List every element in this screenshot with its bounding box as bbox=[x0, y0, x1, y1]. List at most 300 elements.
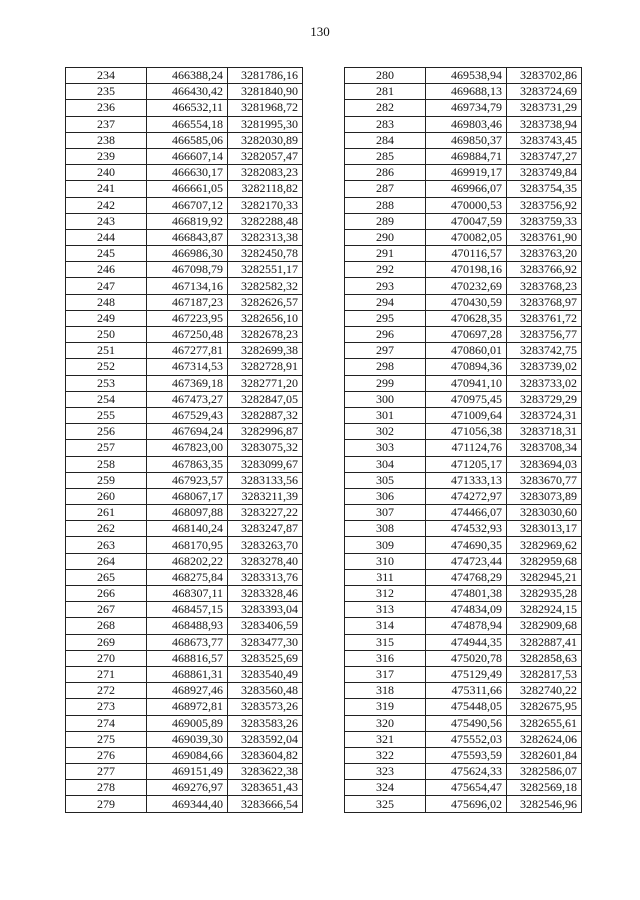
table-row bbox=[66, 213, 303, 229]
x-coordinate-cell: 470628,35 bbox=[426, 310, 507, 326]
table-row bbox=[345, 521, 582, 537]
table-row bbox=[66, 650, 303, 666]
y-coordinate-cell: 3282288,48 bbox=[228, 213, 303, 229]
y-coordinate-cell: 3283313,76 bbox=[228, 569, 303, 585]
x-coordinate-cell: 471056,38 bbox=[426, 424, 507, 440]
x-coordinate-cell: 470975,45 bbox=[426, 391, 507, 407]
point-number-cell: 310 bbox=[345, 553, 426, 569]
y-coordinate-cell: 3283227,22 bbox=[228, 505, 303, 521]
y-coordinate-cell: 3283743,45 bbox=[507, 132, 582, 148]
x-coordinate-cell: 466430,42 bbox=[147, 84, 228, 100]
y-coordinate-cell: 3283756,77 bbox=[507, 327, 582, 343]
x-coordinate-cell: 466819,92 bbox=[147, 213, 228, 229]
x-coordinate-cell: 469966,07 bbox=[426, 181, 507, 197]
y-coordinate-cell: 3283013,17 bbox=[507, 521, 582, 537]
y-coordinate-cell: 3283754,35 bbox=[507, 181, 582, 197]
x-coordinate-cell: 474834,09 bbox=[426, 602, 507, 618]
table-row bbox=[66, 310, 303, 326]
point-number-cell: 282 bbox=[345, 100, 426, 116]
point-number-cell: 295 bbox=[345, 310, 426, 326]
table-row bbox=[66, 343, 303, 359]
point-number-cell: 238 bbox=[66, 132, 147, 148]
x-coordinate-cell: 466707,12 bbox=[147, 197, 228, 213]
x-coordinate-cell: 467250,48 bbox=[147, 327, 228, 343]
x-coordinate-cell: 475129,49 bbox=[426, 666, 507, 682]
point-number-cell: 301 bbox=[345, 407, 426, 423]
table-row bbox=[345, 683, 582, 699]
table-row bbox=[66, 229, 303, 245]
x-coordinate-cell: 470430,59 bbox=[426, 294, 507, 310]
point-number-cell: 280 bbox=[345, 68, 426, 84]
y-coordinate-cell: 3283133,56 bbox=[228, 472, 303, 488]
x-coordinate-cell: 467529,43 bbox=[147, 407, 228, 423]
y-coordinate-cell: 3283393,04 bbox=[228, 602, 303, 618]
table-row bbox=[345, 278, 582, 294]
table-row bbox=[66, 569, 303, 585]
x-coordinate-cell: 471333,13 bbox=[426, 472, 507, 488]
y-coordinate-cell: 3283724,69 bbox=[507, 84, 582, 100]
table-row bbox=[345, 391, 582, 407]
point-number-cell: 311 bbox=[345, 569, 426, 585]
y-coordinate-cell: 3282887,41 bbox=[507, 634, 582, 650]
table-row bbox=[345, 246, 582, 262]
y-coordinate-cell: 3282817,53 bbox=[507, 666, 582, 682]
table-row bbox=[345, 715, 582, 731]
x-coordinate-cell: 470697,28 bbox=[426, 327, 507, 343]
point-number-cell: 313 bbox=[345, 602, 426, 618]
point-number-cell: 239 bbox=[66, 148, 147, 164]
x-coordinate-cell: 469005,89 bbox=[147, 715, 228, 731]
table-row bbox=[66, 764, 303, 780]
y-coordinate-cell: 3283768,97 bbox=[507, 294, 582, 310]
x-coordinate-cell: 467314,53 bbox=[147, 359, 228, 375]
table-row bbox=[66, 699, 303, 715]
table-row bbox=[345, 213, 582, 229]
x-coordinate-cell: 469538,94 bbox=[426, 68, 507, 84]
table-row bbox=[66, 246, 303, 262]
x-coordinate-cell: 474466,07 bbox=[426, 505, 507, 521]
x-coordinate-cell: 474532,93 bbox=[426, 521, 507, 537]
x-coordinate-cell: 466532,11 bbox=[147, 100, 228, 116]
y-coordinate-cell: 3283328,46 bbox=[228, 586, 303, 602]
point-number-cell: 312 bbox=[345, 586, 426, 602]
table-row bbox=[66, 780, 303, 796]
x-coordinate-cell: 475448,05 bbox=[426, 699, 507, 715]
y-coordinate-cell: 3282626,57 bbox=[228, 294, 303, 310]
x-coordinate-cell: 469084,66 bbox=[147, 747, 228, 763]
y-coordinate-cell: 3282586,07 bbox=[507, 764, 582, 780]
table-row bbox=[66, 602, 303, 618]
x-coordinate-cell: 466630,17 bbox=[147, 165, 228, 181]
x-coordinate-cell: 469919,17 bbox=[426, 165, 507, 181]
y-coordinate-cell: 3282740,22 bbox=[507, 683, 582, 699]
table-row bbox=[66, 715, 303, 731]
point-number-cell: 250 bbox=[66, 327, 147, 343]
table-row bbox=[66, 68, 303, 84]
point-number-cell: 251 bbox=[66, 343, 147, 359]
point-number-cell: 253 bbox=[66, 375, 147, 391]
point-number-cell: 306 bbox=[345, 488, 426, 504]
x-coordinate-cell: 467277,81 bbox=[147, 343, 228, 359]
table-row bbox=[66, 148, 303, 164]
point-number-cell: 323 bbox=[345, 764, 426, 780]
table-row bbox=[345, 456, 582, 472]
point-number-cell: 324 bbox=[345, 780, 426, 796]
y-coordinate-cell: 3282699,38 bbox=[228, 343, 303, 359]
point-number-cell: 244 bbox=[66, 229, 147, 245]
y-coordinate-cell: 3282959,68 bbox=[507, 553, 582, 569]
table-row bbox=[345, 569, 582, 585]
table-row bbox=[66, 666, 303, 682]
table-row bbox=[345, 505, 582, 521]
x-coordinate-cell: 470082,05 bbox=[426, 229, 507, 245]
y-coordinate-cell: 3283670,77 bbox=[507, 472, 582, 488]
x-coordinate-cell: 466607,14 bbox=[147, 148, 228, 164]
table-row bbox=[66, 359, 303, 375]
y-coordinate-cell: 3283759,33 bbox=[507, 213, 582, 229]
point-number-cell: 255 bbox=[66, 407, 147, 423]
y-coordinate-cell: 3282996,87 bbox=[228, 424, 303, 440]
x-coordinate-cell: 471124,76 bbox=[426, 440, 507, 456]
table-row bbox=[66, 618, 303, 634]
point-number-cell: 237 bbox=[66, 116, 147, 132]
y-coordinate-cell: 3282057,47 bbox=[228, 148, 303, 164]
x-coordinate-cell: 470000,53 bbox=[426, 197, 507, 213]
x-coordinate-cell: 474878,94 bbox=[426, 618, 507, 634]
x-coordinate-cell: 466986,30 bbox=[147, 246, 228, 262]
x-coordinate-cell: 467863,35 bbox=[147, 456, 228, 472]
x-coordinate-cell: 468861,31 bbox=[147, 666, 228, 682]
x-coordinate-cell: 468202,22 bbox=[147, 553, 228, 569]
point-number-cell: 284 bbox=[345, 132, 426, 148]
y-coordinate-cell: 3283477,30 bbox=[228, 634, 303, 650]
point-number-cell: 287 bbox=[345, 181, 426, 197]
y-coordinate-cell: 3283583,26 bbox=[228, 715, 303, 731]
y-coordinate-cell: 3282847,05 bbox=[228, 391, 303, 407]
table-row bbox=[66, 424, 303, 440]
table-row bbox=[345, 197, 582, 213]
x-coordinate-cell: 475311,66 bbox=[426, 683, 507, 699]
table-row bbox=[345, 294, 582, 310]
x-coordinate-cell: 468067,17 bbox=[147, 488, 228, 504]
table-row bbox=[66, 181, 303, 197]
y-coordinate-cell: 3281995,30 bbox=[228, 116, 303, 132]
y-coordinate-cell: 3283708,34 bbox=[507, 440, 582, 456]
x-coordinate-cell: 469734,79 bbox=[426, 100, 507, 116]
point-number-cell: 266 bbox=[66, 586, 147, 602]
table-row bbox=[345, 327, 582, 343]
y-coordinate-cell: 3282624,06 bbox=[507, 731, 582, 747]
x-coordinate-cell: 469276,97 bbox=[147, 780, 228, 796]
x-coordinate-cell: 471205,17 bbox=[426, 456, 507, 472]
table-row bbox=[345, 602, 582, 618]
table-row bbox=[345, 84, 582, 100]
x-coordinate-cell: 469803,46 bbox=[426, 116, 507, 132]
table-row bbox=[66, 165, 303, 181]
y-coordinate-cell: 3282582,32 bbox=[228, 278, 303, 294]
y-coordinate-cell: 3283768,23 bbox=[507, 278, 582, 294]
x-coordinate-cell: 470860,01 bbox=[426, 343, 507, 359]
table-row bbox=[345, 343, 582, 359]
y-coordinate-cell: 3282656,10 bbox=[228, 310, 303, 326]
x-coordinate-cell: 467369,18 bbox=[147, 375, 228, 391]
point-number-cell: 291 bbox=[345, 246, 426, 262]
point-number-cell: 288 bbox=[345, 197, 426, 213]
x-coordinate-cell: 468673,77 bbox=[147, 634, 228, 650]
table-row bbox=[345, 407, 582, 423]
table-row bbox=[345, 148, 582, 164]
x-coordinate-cell: 467187,23 bbox=[147, 294, 228, 310]
x-coordinate-cell: 466585,06 bbox=[147, 132, 228, 148]
point-number-cell: 256 bbox=[66, 424, 147, 440]
y-coordinate-cell: 3283761,72 bbox=[507, 310, 582, 326]
point-number-cell: 325 bbox=[345, 796, 426, 812]
table-row bbox=[66, 132, 303, 148]
table-row bbox=[66, 262, 303, 278]
y-coordinate-cell: 3283694,03 bbox=[507, 456, 582, 472]
x-coordinate-cell: 467473,27 bbox=[147, 391, 228, 407]
point-number-cell: 286 bbox=[345, 165, 426, 181]
x-coordinate-cell: 469884,71 bbox=[426, 148, 507, 164]
point-number-cell: 279 bbox=[66, 796, 147, 812]
point-number-cell: 322 bbox=[345, 747, 426, 763]
table-row bbox=[345, 537, 582, 553]
table-row bbox=[66, 683, 303, 699]
y-coordinate-cell: 3283622,38 bbox=[228, 764, 303, 780]
point-number-cell: 249 bbox=[66, 310, 147, 326]
y-coordinate-cell: 3282678,23 bbox=[228, 327, 303, 343]
table-row bbox=[345, 586, 582, 602]
y-coordinate-cell: 3283560,48 bbox=[228, 683, 303, 699]
y-coordinate-cell: 3282858,63 bbox=[507, 650, 582, 666]
y-coordinate-cell: 3283702,86 bbox=[507, 68, 582, 84]
table-row bbox=[345, 553, 582, 569]
point-number-cell: 305 bbox=[345, 472, 426, 488]
point-number-cell: 264 bbox=[66, 553, 147, 569]
point-number-cell: 297 bbox=[345, 343, 426, 359]
table-row bbox=[66, 100, 303, 116]
table-row bbox=[345, 262, 582, 278]
y-coordinate-cell: 3283738,94 bbox=[507, 116, 582, 132]
point-number-cell: 303 bbox=[345, 440, 426, 456]
table-row bbox=[345, 650, 582, 666]
x-coordinate-cell: 475624,33 bbox=[426, 764, 507, 780]
table-row bbox=[345, 310, 582, 326]
point-number-cell: 298 bbox=[345, 359, 426, 375]
point-number-cell: 259 bbox=[66, 472, 147, 488]
table-row bbox=[66, 521, 303, 537]
y-coordinate-cell: 3283761,90 bbox=[507, 229, 582, 245]
point-number-cell: 243 bbox=[66, 213, 147, 229]
table-row bbox=[66, 472, 303, 488]
point-number-cell: 274 bbox=[66, 715, 147, 731]
y-coordinate-cell: 3282945,21 bbox=[507, 569, 582, 585]
point-number-cell: 318 bbox=[345, 683, 426, 699]
x-coordinate-cell: 467098,79 bbox=[147, 262, 228, 278]
y-coordinate-cell: 3283733,02 bbox=[507, 375, 582, 391]
point-number-cell: 276 bbox=[66, 747, 147, 763]
table-row bbox=[66, 197, 303, 213]
x-coordinate-cell: 468307,11 bbox=[147, 586, 228, 602]
x-coordinate-cell: 466388,24 bbox=[147, 68, 228, 84]
point-number-cell: 277 bbox=[66, 764, 147, 780]
x-coordinate-cell: 470894,36 bbox=[426, 359, 507, 375]
y-coordinate-cell: 3283406,59 bbox=[228, 618, 303, 634]
point-number-cell: 240 bbox=[66, 165, 147, 181]
point-number-cell: 294 bbox=[345, 294, 426, 310]
y-coordinate-cell: 3282728,91 bbox=[228, 359, 303, 375]
point-number-cell: 302 bbox=[345, 424, 426, 440]
x-coordinate-cell: 470198,16 bbox=[426, 262, 507, 278]
x-coordinate-cell: 467923,57 bbox=[147, 472, 228, 488]
table-row bbox=[66, 537, 303, 553]
point-number-cell: 272 bbox=[66, 683, 147, 699]
point-number-cell: 320 bbox=[345, 715, 426, 731]
y-coordinate-cell: 3281968,72 bbox=[228, 100, 303, 116]
table-row bbox=[345, 181, 582, 197]
table-row bbox=[345, 424, 582, 440]
y-coordinate-cell: 3283742,75 bbox=[507, 343, 582, 359]
table-row bbox=[345, 68, 582, 84]
x-coordinate-cell: 474690,35 bbox=[426, 537, 507, 553]
y-coordinate-cell: 3283073,89 bbox=[507, 488, 582, 504]
table-row bbox=[345, 359, 582, 375]
point-number-cell: 278 bbox=[66, 780, 147, 796]
y-coordinate-cell: 3283211,39 bbox=[228, 488, 303, 504]
x-coordinate-cell: 466554,18 bbox=[147, 116, 228, 132]
y-coordinate-cell: 3283030,60 bbox=[507, 505, 582, 521]
y-coordinate-cell: 3282083,23 bbox=[228, 165, 303, 181]
table-row bbox=[66, 440, 303, 456]
table-row bbox=[345, 618, 582, 634]
y-coordinate-cell: 3282313,38 bbox=[228, 229, 303, 245]
point-number-cell: 236 bbox=[66, 100, 147, 116]
point-number-cell: 304 bbox=[345, 456, 426, 472]
point-number-cell: 319 bbox=[345, 699, 426, 715]
y-coordinate-cell: 3282546,96 bbox=[507, 796, 582, 812]
y-coordinate-cell: 3282935,28 bbox=[507, 586, 582, 602]
x-coordinate-cell: 469151,49 bbox=[147, 764, 228, 780]
coordinates-table-left bbox=[65, 67, 303, 813]
x-coordinate-cell: 470116,57 bbox=[426, 246, 507, 262]
point-number-cell: 242 bbox=[66, 197, 147, 213]
point-number-cell: 300 bbox=[345, 391, 426, 407]
table-row bbox=[66, 375, 303, 391]
y-coordinate-cell: 3282601,84 bbox=[507, 747, 582, 763]
table-row bbox=[66, 731, 303, 747]
y-coordinate-cell: 3283766,92 bbox=[507, 262, 582, 278]
point-number-cell: 316 bbox=[345, 650, 426, 666]
y-coordinate-cell: 3282771,20 bbox=[228, 375, 303, 391]
point-number-cell: 252 bbox=[66, 359, 147, 375]
x-coordinate-cell: 468927,46 bbox=[147, 683, 228, 699]
y-coordinate-cell: 3281840,90 bbox=[228, 84, 303, 100]
point-number-cell: 314 bbox=[345, 618, 426, 634]
table-row bbox=[66, 586, 303, 602]
x-coordinate-cell: 467223,95 bbox=[147, 310, 228, 326]
x-coordinate-cell: 475696,02 bbox=[426, 796, 507, 812]
y-coordinate-cell: 3282887,32 bbox=[228, 407, 303, 423]
y-coordinate-cell: 3283731,29 bbox=[507, 100, 582, 116]
point-number-cell: 258 bbox=[66, 456, 147, 472]
point-number-cell: 315 bbox=[345, 634, 426, 650]
y-coordinate-cell: 3282969,62 bbox=[507, 537, 582, 553]
y-coordinate-cell: 3282450,78 bbox=[228, 246, 303, 262]
y-coordinate-cell: 3283729,29 bbox=[507, 391, 582, 407]
x-coordinate-cell: 469850,37 bbox=[426, 132, 507, 148]
y-coordinate-cell: 3282655,61 bbox=[507, 715, 582, 731]
table-row bbox=[345, 780, 582, 796]
x-coordinate-cell: 466843,87 bbox=[147, 229, 228, 245]
y-coordinate-cell: 3283739,02 bbox=[507, 359, 582, 375]
y-coordinate-cell: 3283573,26 bbox=[228, 699, 303, 715]
point-number-cell: 271 bbox=[66, 666, 147, 682]
point-number-cell: 262 bbox=[66, 521, 147, 537]
y-coordinate-cell: 3282675,95 bbox=[507, 699, 582, 715]
table-row bbox=[66, 553, 303, 569]
y-coordinate-cell: 3282118,82 bbox=[228, 181, 303, 197]
point-number-cell: 257 bbox=[66, 440, 147, 456]
x-coordinate-cell: 475020,78 bbox=[426, 650, 507, 666]
x-coordinate-cell: 468488,93 bbox=[147, 618, 228, 634]
x-coordinate-cell: 468457,15 bbox=[147, 602, 228, 618]
table-row bbox=[66, 634, 303, 650]
table-row bbox=[66, 488, 303, 504]
x-coordinate-cell: 469344,40 bbox=[147, 796, 228, 812]
point-number-cell: 248 bbox=[66, 294, 147, 310]
table-row bbox=[66, 327, 303, 343]
y-coordinate-cell: 3283278,40 bbox=[228, 553, 303, 569]
y-coordinate-cell: 3283263,70 bbox=[228, 537, 303, 553]
x-coordinate-cell: 468140,24 bbox=[147, 521, 228, 537]
y-coordinate-cell: 3282924,15 bbox=[507, 602, 582, 618]
table-row bbox=[345, 699, 582, 715]
y-coordinate-cell: 3282551,17 bbox=[228, 262, 303, 278]
point-number-cell: 270 bbox=[66, 650, 147, 666]
y-coordinate-cell: 3282909,68 bbox=[507, 618, 582, 634]
point-number-cell: 234 bbox=[66, 68, 147, 84]
point-number-cell: 267 bbox=[66, 602, 147, 618]
y-coordinate-cell: 3283747,27 bbox=[507, 148, 582, 164]
point-number-cell: 245 bbox=[66, 246, 147, 262]
y-coordinate-cell: 3283247,87 bbox=[228, 521, 303, 537]
point-number-cell: 275 bbox=[66, 731, 147, 747]
table-row bbox=[345, 488, 582, 504]
table-row bbox=[345, 764, 582, 780]
table-row bbox=[345, 634, 582, 650]
table-row bbox=[345, 731, 582, 747]
table-row bbox=[66, 796, 303, 812]
y-coordinate-cell: 3282569,18 bbox=[507, 780, 582, 796]
point-number-cell: 269 bbox=[66, 634, 147, 650]
point-number-cell: 281 bbox=[345, 84, 426, 100]
point-number-cell: 285 bbox=[345, 148, 426, 164]
point-number-cell: 307 bbox=[345, 505, 426, 521]
coordinates-table-right bbox=[344, 67, 582, 813]
point-number-cell: 261 bbox=[66, 505, 147, 521]
table-row bbox=[345, 116, 582, 132]
table-row bbox=[345, 440, 582, 456]
point-number-cell: 246 bbox=[66, 262, 147, 278]
x-coordinate-cell: 475593,59 bbox=[426, 747, 507, 763]
x-coordinate-cell: 470232,69 bbox=[426, 278, 507, 294]
x-coordinate-cell: 474944,35 bbox=[426, 634, 507, 650]
table-row bbox=[66, 456, 303, 472]
point-number-cell: 308 bbox=[345, 521, 426, 537]
x-coordinate-cell: 471009,64 bbox=[426, 407, 507, 423]
table-row bbox=[345, 472, 582, 488]
x-coordinate-cell: 470941,10 bbox=[426, 375, 507, 391]
